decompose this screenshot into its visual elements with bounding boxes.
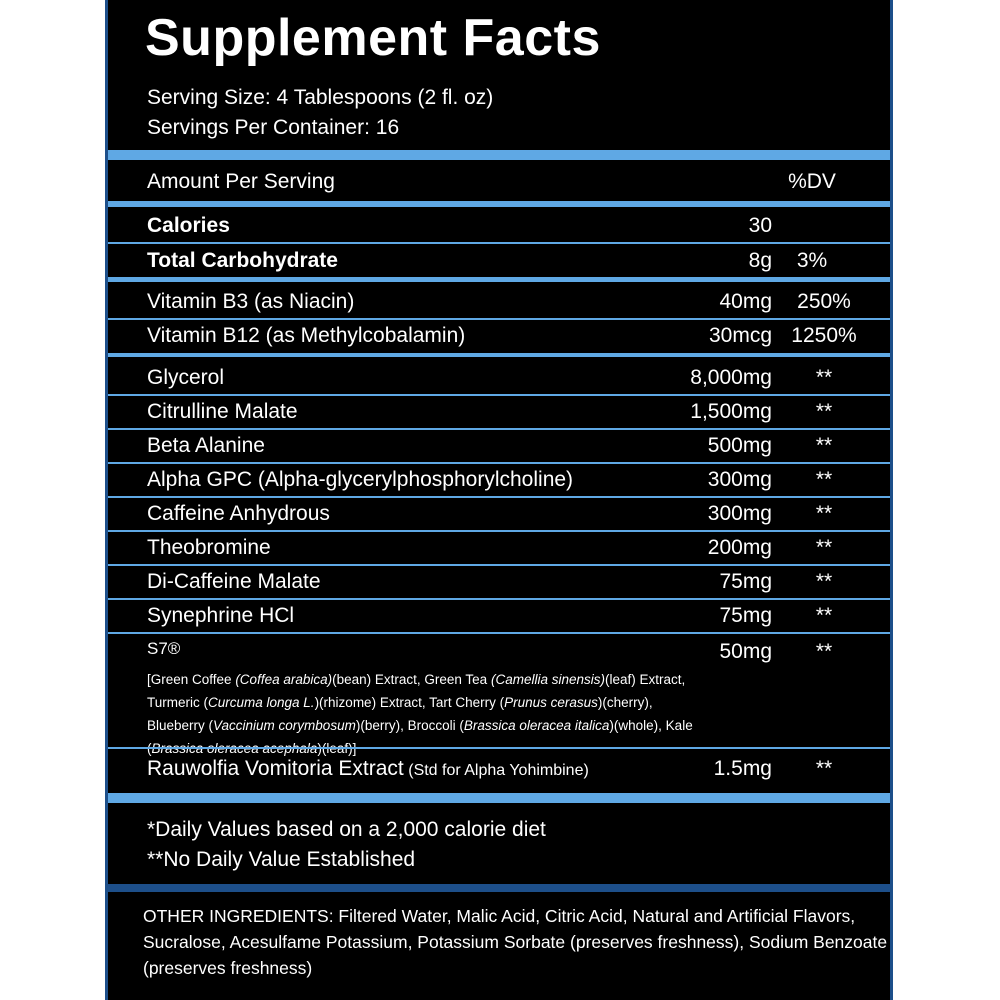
botanical-latin-name: (Camellia sinensis) <box>490 672 605 687</box>
vitamin-dv: 1250% <box>791 324 857 347</box>
dv-header: %DV <box>788 170 836 193</box>
ingredient-dv: ** <box>815 366 833 389</box>
s7-dv: ** <box>815 640 833 663</box>
ingredient-dv: ** <box>815 570 833 593</box>
ingredient-name: Theobromine <box>147 536 271 559</box>
row-divider <box>108 530 890 532</box>
ingredient-dv: ** <box>815 468 833 491</box>
botanical-latin-name: Brassica oleracea italica <box>463 718 610 733</box>
footnote-daily-values: *Daily Values based on a 2,000 calorie diet <box>147 818 546 841</box>
macro-dv: 3% <box>796 249 828 272</box>
blend-text: [Green Coffee <box>147 672 236 687</box>
blend-text: (bean) Extract, Green Tea <box>332 672 491 687</box>
row-divider <box>108 496 890 498</box>
row-divider <box>108 242 890 244</box>
vitamin-amount: 30mcg <box>708 324 772 347</box>
botanical-latin-name: Vaccinium corymbosum <box>213 718 356 733</box>
ingredient-dv: ** <box>815 400 833 423</box>
row-divider <box>108 462 890 464</box>
ingredient-amount: 75mg <box>719 570 772 593</box>
other-ingredients: OTHER INGREDIENTS: Filtered Water, Malic Acid, Citric Acid, Natural and Artificial Flavors, Sucralose, Acesulfame Potassium, Potassium Sorbate (preserves freshness), Sodium Benzoate (preserves freshness) <box>143 906 888 978</box>
row-divider <box>108 598 890 600</box>
blend-text: )(berry), Broccoli ( <box>355 718 464 733</box>
ingredient-amount: 75mg <box>719 604 772 627</box>
row-divider <box>108 318 890 320</box>
ingredient-name: Glycerol <box>147 366 225 389</box>
divider-medium <box>108 277 890 282</box>
ingredient-amount: 300mg <box>707 502 772 525</box>
s7-amount: 50mg <box>719 640 772 663</box>
ingredient-amount: 1,500mg <box>690 400 772 423</box>
rauwolfia-amount: 1.5mg <box>713 757 772 780</box>
divider-medium <box>108 353 890 357</box>
ingredient-amount: 8,000mg <box>690 366 772 389</box>
ingredient-name: Caffeine Anhydrous <box>147 502 330 525</box>
ingredient-name: Beta Alanine <box>147 434 265 457</box>
rauwolfia-standardization: (Std for Alpha Yohimbine) <box>408 762 589 779</box>
botanical-latin-name: Prunus cerasus <box>504 695 598 710</box>
row-divider <box>108 747 890 749</box>
divider-navy <box>108 884 890 892</box>
divider-thick <box>108 793 890 803</box>
row-divider <box>108 394 890 396</box>
serving-size: Serving Size: 4 Tablespoons (2 fl. oz) <box>147 86 494 109</box>
blend-text: )(cherry), Blueberry ( <box>147 695 653 733</box>
vitamin-amount: 40mg <box>719 290 772 313</box>
row-divider <box>108 428 890 430</box>
blend-text: )(whole), Kale <box>609 718 693 733</box>
blend-text: )(rhizome) Extract, Tart Cherry ( <box>314 695 505 710</box>
divider-medium <box>108 201 890 207</box>
ingredient-amount: 500mg <box>707 434 772 457</box>
amount-per-serving-label: Amount Per Serving <box>147 170 335 193</box>
ingredient-name: Di-Caffeine Malate <box>147 570 321 593</box>
ingredient-dv: ** <box>815 604 833 627</box>
row-divider <box>108 632 890 634</box>
macro-amount: 8g <box>748 249 772 272</box>
ingredient-name: Alpha GPC (Alpha-glycerylphosphorylcholine) <box>147 468 574 491</box>
ingredient-dv: ** <box>815 502 833 525</box>
rauwolfia-dv: ** <box>815 757 833 780</box>
botanical-latin-name: Curcuma longa L. <box>208 695 315 710</box>
ingredient-name: Citrulline Malate <box>147 400 298 423</box>
ingredient-dv: ** <box>815 536 833 559</box>
ingredient-amount: 300mg <box>707 468 772 491</box>
ingredient-amount: 200mg <box>707 536 772 559</box>
macro-amount: 30 <box>748 214 772 237</box>
macro-name: Calories <box>147 214 230 237</box>
vitamin-name: Vitamin B3 (as Niacin) <box>147 290 355 313</box>
servings-per-container: Servings Per Container: 16 <box>147 116 400 139</box>
botanical-latin-name: (Coffea arabica) <box>235 672 333 687</box>
label-title: Supplement Facts <box>145 9 601 67</box>
s7-name: S7® <box>147 639 181 658</box>
ingredient-name: Synephrine HCl <box>147 604 295 627</box>
vitamin-name: Vitamin B12 (as Methylcobalamin) <box>147 324 466 347</box>
footnote-no-dv: **No Daily Value Established <box>147 848 416 871</box>
divider-thick <box>108 150 890 160</box>
vitamin-dv: 250% <box>797 290 851 313</box>
blend-text: (leaf) Extract, Turmeric ( <box>147 672 686 710</box>
rauwolfia-row-label <box>147 757 589 781</box>
rauwolfia-name: Rauwolfia Vomitoria Extract <box>147 757 404 780</box>
row-divider <box>108 564 890 566</box>
ingredient-dv: ** <box>815 434 833 457</box>
macro-name: Total Carbohydrate <box>147 249 338 272</box>
